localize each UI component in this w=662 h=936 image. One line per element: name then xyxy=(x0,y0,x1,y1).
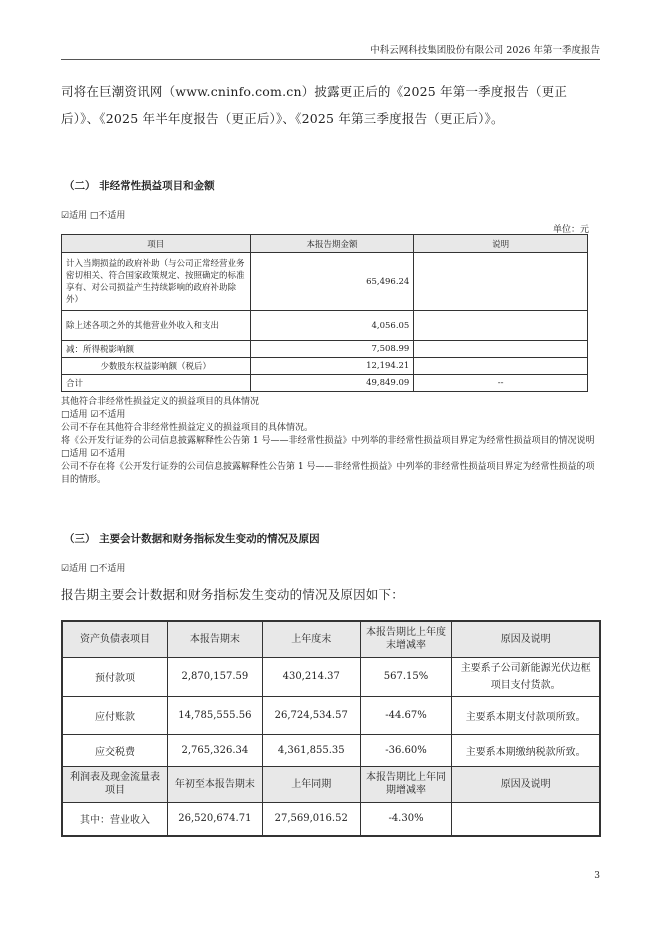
table-row xyxy=(62,253,588,311)
row-item: 合计 xyxy=(62,375,251,392)
row-item: 其中：营业收入 xyxy=(62,802,167,836)
table-row xyxy=(62,657,600,696)
row-amount: 12,194.21 xyxy=(250,358,414,375)
row-current: 14,785,555.56 xyxy=(167,696,262,734)
row-amount: 4,056.05 xyxy=(250,311,414,341)
col-header-prior-period: 上年同期 xyxy=(262,766,360,802)
table-row xyxy=(62,341,588,358)
row-current: 2,765,326.34 xyxy=(167,734,262,766)
col-header-income-item: 利润表及现金流量表项目 xyxy=(62,766,167,802)
section-2-applicability: ☑适用 □不适用 xyxy=(61,211,126,221)
non-recurring-table xyxy=(61,234,588,392)
row-note: -- xyxy=(414,375,588,392)
row-prior: 27,569,016.52 xyxy=(262,802,360,836)
section-3-lead: 报告期主要会计数据和财务指标发生变动的情况及原因如下： xyxy=(61,587,404,602)
table-row xyxy=(62,734,600,766)
row-note xyxy=(414,341,588,358)
row-item: 应交税费 xyxy=(62,734,167,766)
col-header-amount: 本报告期金额 xyxy=(250,235,414,253)
row-amount: 49,849.09 xyxy=(250,375,414,392)
row-prior: 26,724,534.57 xyxy=(262,696,360,734)
row-item: 预付款项 xyxy=(62,657,167,696)
row-reason: 主要系本期缴纳税款所致。 xyxy=(452,734,600,766)
page-header: 中科云网科技集团股份有限公司 2026 年第一季度报告 xyxy=(61,42,600,60)
table-row xyxy=(62,802,600,836)
table-row xyxy=(62,696,600,734)
intro-paragraph xyxy=(61,78,601,132)
page-number: 3 xyxy=(594,871,600,881)
row-current: 2,870,157.59 xyxy=(167,657,262,696)
row-item: 应付账款 xyxy=(62,696,167,734)
col-header-ytd: 年初至本报告期末 xyxy=(167,766,262,802)
col-header-item: 项目 xyxy=(62,235,251,253)
explain-text: 公司不存在将《公开发行证券的公司信息披露解释性公告第 1 号——非经常性损益》中列举的非经常性损益项目界定为经常性损益的项目的情形。 xyxy=(61,462,595,485)
row-reason: 主要系子公司新能源光伏边框项目支付货款。 xyxy=(452,657,600,696)
intro-line-2: 后）》、《2025 年半年度报告（更正后）》、《2025 年第三季度报告（更正后）》。 xyxy=(61,111,504,126)
income-header-row xyxy=(62,766,600,802)
col-header-reason: 原因及说明 xyxy=(452,621,600,657)
table-row xyxy=(62,358,588,375)
table-row xyxy=(62,311,588,341)
intro-line-1: 司将在巨潮资讯网（www.cninfo.com.cn）披露更正后的《2025 年第一季度报告（更正 xyxy=(61,84,568,99)
other-items-block xyxy=(61,396,601,487)
row-prior: 4,361,855.35 xyxy=(262,734,360,766)
row-current: 26,520,674.71 xyxy=(167,802,262,836)
col-header-note: 说明 xyxy=(414,235,588,253)
col-header-current: 本报告期末 xyxy=(167,621,262,657)
table-row-total xyxy=(62,375,588,392)
row-amount: 65,496.24 xyxy=(250,253,414,311)
col-header-income-reason: 原因及说明 xyxy=(452,766,600,802)
other-items-title: 其他符合非经常性损益定义的损益项目的具体情况 xyxy=(61,397,260,407)
row-item: 计入当期损益的政府补助（与公司正常经营业务密切相关、符合国家政策规定、按照确定的标准享有、对公司损益产生持续影响的政府补助除外） xyxy=(62,253,251,311)
unit-label: 单位：元 xyxy=(552,225,589,235)
row-item: 除上述各项之外的其他营业外收入和支出 xyxy=(62,311,251,341)
section-3-title: （三） 主要会计数据和财务指标发生变动的情况及原因 xyxy=(64,533,320,545)
other-items-text: 公司不存在其他符合非经常性损益定义的损益项目的具体情况。 xyxy=(61,423,314,433)
row-note xyxy=(414,311,588,341)
col-header-change: 本报告期比上年度末增减率 xyxy=(360,621,452,657)
col-header-balance-item: 资产负债表项目 xyxy=(62,621,167,657)
row-prior: 430,214.37 xyxy=(262,657,360,696)
row-change: -36.60% xyxy=(360,734,452,766)
row-item: 少数股东权益影响额（税后） xyxy=(62,358,251,375)
change-analysis-table xyxy=(61,620,601,837)
row-item: 减：所得税影响额 xyxy=(62,341,251,358)
section-3-applicability: ☑适用 □不适用 xyxy=(61,564,126,574)
section-2-title: （二） 非经常性损益项目和金额 xyxy=(64,180,215,192)
col-header-prior: 上年度末 xyxy=(262,621,360,657)
row-reason: 主要系本期支付款项所致。 xyxy=(452,696,600,734)
row-note xyxy=(414,358,588,375)
row-note xyxy=(414,253,588,311)
other-items-applicability: □适用 ☑不适用 xyxy=(61,410,126,420)
explain-applicability: □适用 ☑不适用 xyxy=(61,449,126,459)
row-amount: 7,508.99 xyxy=(250,341,414,358)
col-header-period-change: 本报告期比上年同期增减率 xyxy=(360,766,452,802)
row-change: -44.67% xyxy=(360,696,452,734)
row-reason xyxy=(452,802,600,836)
row-change: 567.15% xyxy=(360,657,452,696)
explain-title: 将《公开发行证券的公司信息披露解释性公告第 1 号——非经常性损益》中列举的非经常性损益项目界定为经常性损益项目的情况说明 xyxy=(61,436,595,446)
row-change: -4.30% xyxy=(360,802,452,836)
